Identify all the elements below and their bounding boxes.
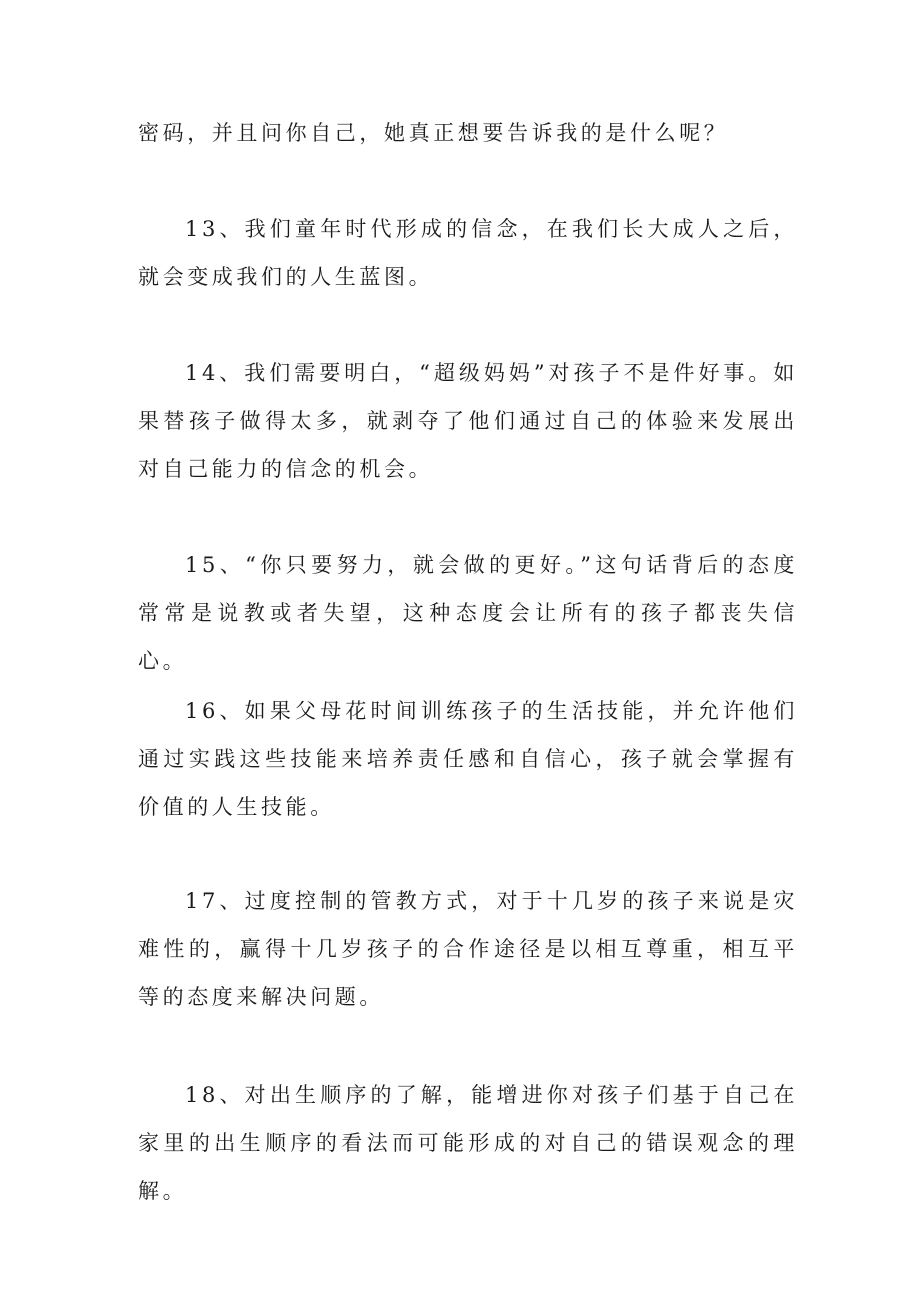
paragraph-15: 15、“你只要努力，就会做的更好。”这句话背后的态度常常是说教或者失望，这种态度会让所有的孩子都丧失信心。	[138, 553, 798, 673]
paragraph-13: 13、我们童年时代形成的信念，在我们长大成人之后，就会变成我们的人生蓝图。	[138, 217, 798, 289]
paragraph-17: 17、过度控制的管教方式，对于十几岁的孩子来说是灾难性的，赢得十几岁孩子的合作途径是以相互尊重，相互平等的态度来解决问题。	[138, 889, 798, 1009]
paragraph-16: 16、如果父母花时间训练孩子的生活技能，并允许他们通过实践这些技能来培养责任感和自信心，孩子就会掌握有价值的人生技能。	[138, 699, 798, 819]
paragraph-18: 18、对出生顺序的了解，能增进你对孩子们基于自己在家里的出生顺序的看法而可能形成的对自己的错误观念的理解。	[138, 1083, 798, 1203]
paragraph-14: 14、我们需要明白，“超级妈妈”对孩子不是件好事。如果替孩子做得太多，就剥夺了他们通过自己的体验来发展出对自己能力的信念的机会。	[138, 361, 798, 481]
continuation-paragraph: 密码，并且问你自己，她真正想要告诉我的是什么呢？	[138, 121, 729, 145]
